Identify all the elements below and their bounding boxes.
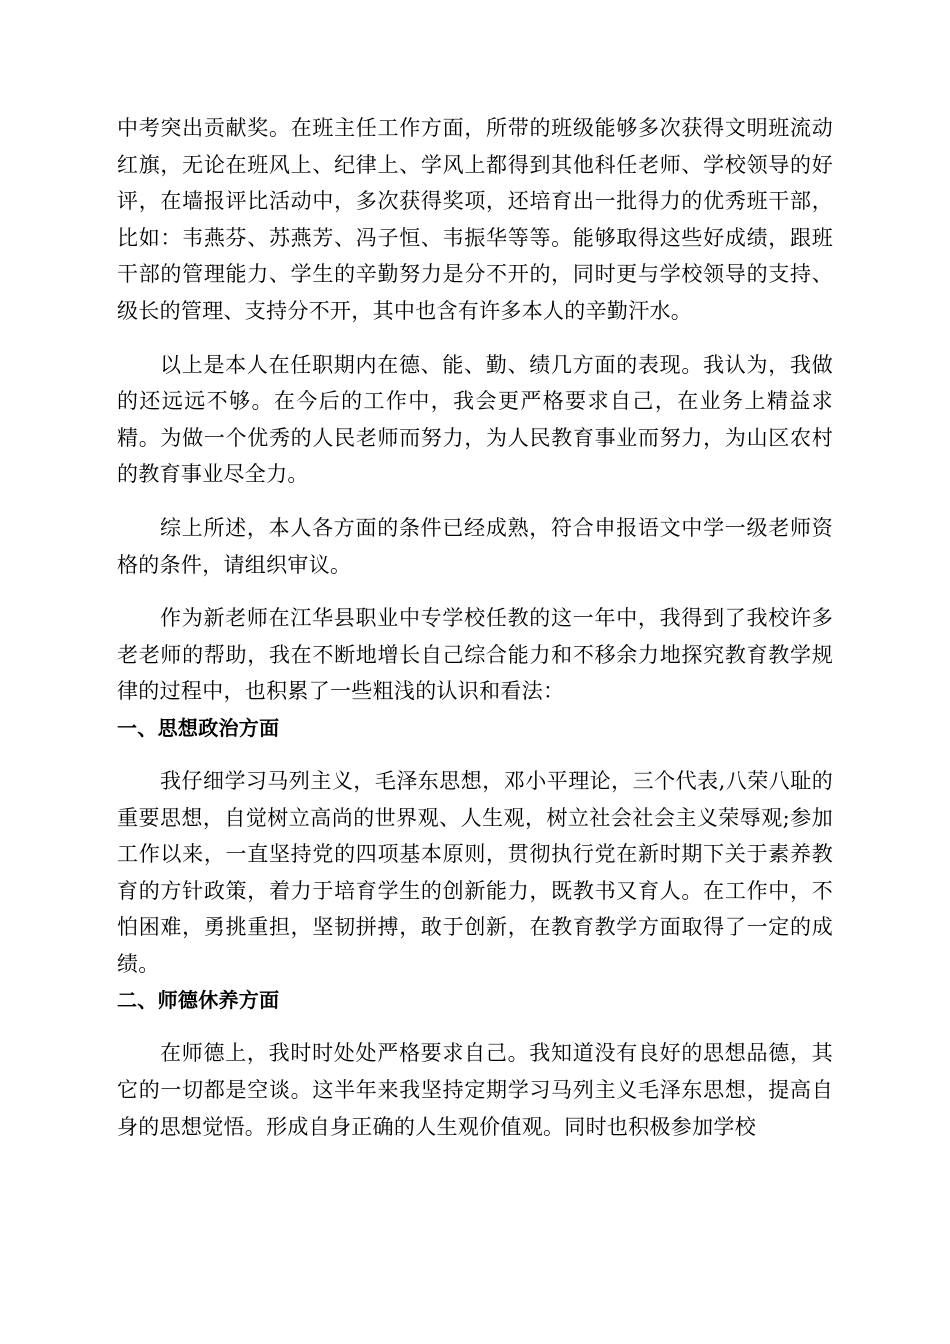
paragraph-self-evaluation: 以上是本人在任职期内在德、能、勤、绩几方面的表现。我认为，我做的还远远不够。在今后的工作中，我会更严格要求自己，在业务上精益求精。为做一个优秀的人民老师而努力，为人民教育事业而努力，为山区农村的教育事业尽全力。 (117, 352, 833, 487)
document-body (117, 110, 833, 1145)
section-heading-political: 一、思想政治方面 (117, 715, 280, 740)
paragraph-class-teacher-achievements: 中考突出贡献奖。在班主任工作方面，所带的班级能够多次获得文明班流动红旗，无论在班风上、纪律上、学风上都得到其他科任老师、学校领导的好评，在墙报评比活动中，多次获得奖项，还培育出一批得力的优秀班干部，比如：韦燕芬、苏燕芳、冯子恒、韦振华等等。能够取得这些好成绩，跟班干部的管理能力、学生的辛勤努力是分不开的，同时更与学校领导的支持、级长的管理、支持分不开，其中也含有许多本人的辛勤汗水。 (117, 116, 833, 323)
paragraph-ethics: 在师德上，我时时处处严格要求自己。我知道没有良好的思想品德，其它的一切都是空谈。这半年来我坚持定期学习马列主义毛泽东思想，提高自身的思想觉悟。形成自身正确的人生观价值观。同时也积极参加学校 (117, 1041, 833, 1139)
paragraph-conclusion: 综上所述，本人各方面的条件已经成熟，符合申报语文中学一级老师资格的条件，请组织审议。 (117, 515, 833, 577)
paragraph-new-teacher-intro: 作为新老师在江华县职业中专学校任教的这一年中，我得到了我校许多老老师的帮助，我在不断地增长自己综合能力和不移余力地探究教育教学规律的过程中，也积累了一些粗浅的认识和看法： (117, 606, 833, 704)
paragraph-political: 我仔细学习马列主义，毛泽东思想，邓小平理论，三个代表,八荣八耻的重要思想，自觉树立高尚的世界观、人生观，树立社会社会主义荣辱观;参加工作以来，一直坚持党的四项基本原则，贯彻执行党在新时期下关于素养教育的方针政策，着力于培育学生的创新能力，既教书又育人。在工作中，不怕困难，勇挑重担，坚韧拼搏，敢于创新，在教育教学方面取得了一定的成绩。 (117, 768, 833, 976)
section-heading-ethics: 二、师德休养方面 (117, 988, 280, 1013)
